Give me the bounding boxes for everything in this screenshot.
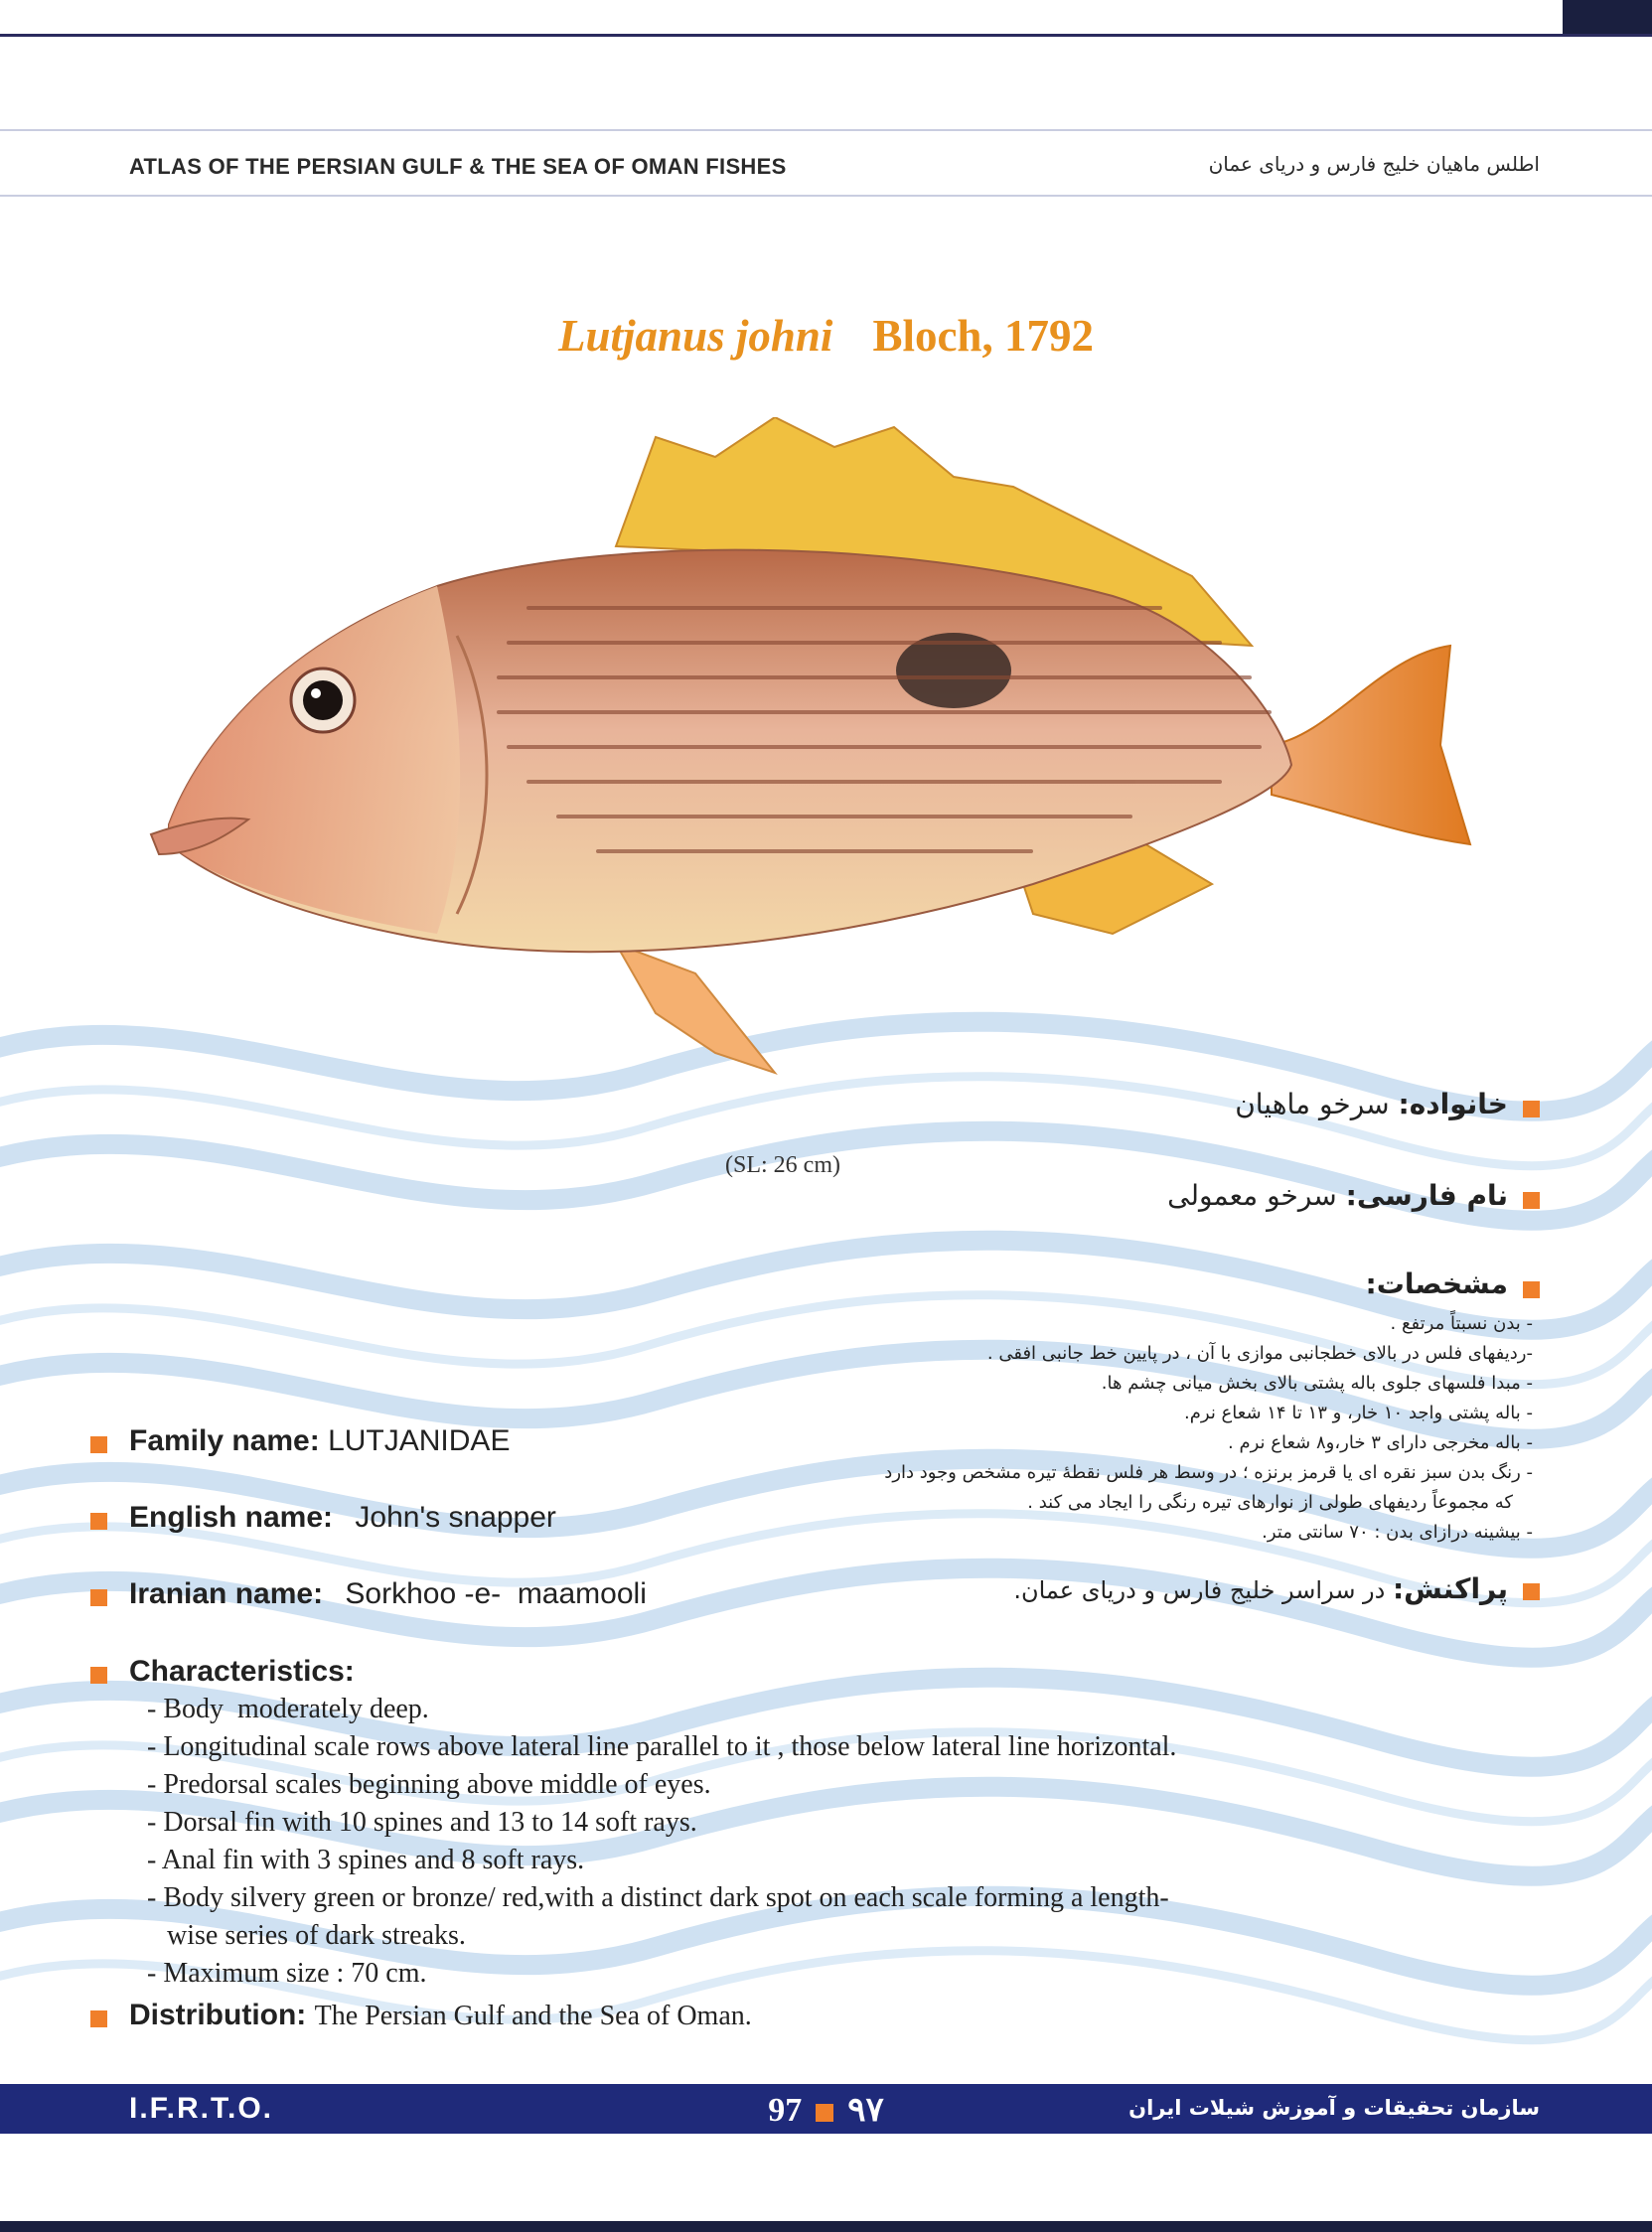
fa-characteristics-heading: [1366, 1267, 1508, 1300]
fa-characteristic-line: - باله مخرجی دارای ۳ خار،و۸ شعاع نرم .: [1228, 1432, 1533, 1453]
bullet-square: [1523, 1101, 1540, 1117]
distribution-label: Distribution:: [129, 1999, 307, 2031]
iranian-name-value: Sorkhoo -e- maamooli: [345, 1577, 647, 1610]
fa-distribution-row: [1013, 1572, 1508, 1605]
bullet-square: [90, 1436, 107, 1453]
fa-characteristics-label: مشخصات:: [1365, 1267, 1508, 1300]
family-name-label: Family name:: [129, 1424, 320, 1457]
characteristic-line: - Predorsal scales beginning above middle of eyes.: [147, 1769, 711, 1800]
family-name-row: [129, 1424, 510, 1458]
distribution-row: [129, 1999, 752, 2032]
fa-characteristic-line: - مبدا فلسهای جلوی باله پشتی بالای بخش میانی چشم ها.: [1101, 1373, 1533, 1394]
characteristic-line: - Anal fin with 3 spines and 8 soft rays.: [147, 1845, 585, 1875]
fish-illustration: [139, 417, 1520, 1093]
species-authority: Bloch, 1792: [872, 311, 1094, 361]
header-title-en: ATLAS OF THE PERSIAN GULF & THE SEA OF OMAN FISHES: [129, 154, 787, 179]
bullet-square: [1523, 1281, 1540, 1298]
page-number-fa: ۹۷: [847, 2092, 884, 2129]
characteristic-line: - Body moderately deep.: [147, 1694, 429, 1724]
bullet-square: [90, 1667, 107, 1684]
footer-bar: [0, 2084, 1652, 2134]
characteristics-label: Characteristics:: [129, 1655, 355, 1688]
species-title: [0, 310, 1652, 362]
fa-characteristic-line: که مجموعاً ردیفهای طولی از نوارهای تیره رنگی را ایجاد می کند .: [1027, 1492, 1513, 1513]
characteristic-line: - Body silvery green or bronze/ red,with a distinct dark spot on each scale forming a length-: [147, 1882, 1169, 1913]
top-corner-mark: [1563, 0, 1652, 34]
bullet-square: [1523, 1192, 1540, 1209]
fa-distribution-value: در سراسر خلیج فارس و دریای عمان.: [1013, 1576, 1386, 1604]
bullet-square: [1523, 1583, 1540, 1600]
fa-distribution-label: پراکنش:: [1392, 1572, 1508, 1605]
fa-characteristics-list: [718, 1309, 1533, 1548]
characteristic-line: - Dorsal fin with 10 spines and 13 to 14 soft rays.: [147, 1807, 697, 1838]
characteristic-line: - Longitudinal scale rows above lateral line parallel to it , those below lateral line horizontal.: [147, 1731, 1177, 1762]
bullet-square: [90, 1589, 107, 1606]
iranian-name-label: Iranian name:: [129, 1577, 324, 1610]
bottom-edge-band: [0, 2221, 1652, 2232]
top-edge-band: [0, 0, 1652, 37]
fa-characteristic-line: -ردیفهای فلس در بالای خطجانبی موازی با آن ، در پایین خط جانبی افقی .: [986, 1343, 1533, 1364]
characteristic-line: - Maximum size : 70 cm.: [147, 1958, 427, 1989]
bullet-square: [90, 2010, 107, 2027]
english-name-label: English name:: [129, 1501, 334, 1534]
fa-name-value: سرخو معمولی: [1167, 1179, 1337, 1212]
header-rule-bottom: [0, 195, 1652, 197]
header-title-fa: اطلس ماهیان خلیج فارس و دریای عمان: [1208, 152, 1540, 176]
characteristic-line: wise series of dark streaks.: [167, 1920, 466, 1951]
fa-family-value: سرخو ماهیان: [1235, 1088, 1390, 1120]
fa-characteristic-line: - بدن نسبتاً مرتفع .: [1390, 1313, 1533, 1334]
family-name-value: LUTJANIDAE: [328, 1424, 511, 1457]
specimen-size: (SL: 26 cm): [725, 1152, 840, 1178]
fa-characteristic-line: - بیشینه درازای بدن : ۷۰ سانتی متر.: [1262, 1522, 1533, 1543]
fa-name-row: [1167, 1179, 1508, 1212]
fa-characteristic-line: - رنگ بدن سبز نقره ای یا قرمز برنزه ؛ در وسط هر فلس نقطهٔ تیره مشخص وجود دارد: [884, 1462, 1533, 1483]
bullet-square: [90, 1513, 107, 1530]
characteristics-heading: [129, 1655, 355, 1689]
characteristics-list: [147, 1691, 1176, 1993]
footer-organization-abbr: I.F.R.T.O.: [129, 2092, 274, 2125]
fa-characteristic-line: - باله پشتی واجد ۱۰ خار، و ۱۳ تا ۱۴ شعاع نرم.: [1184, 1403, 1533, 1423]
fa-name-label: نام فارسی:: [1345, 1179, 1508, 1212]
english-name-row: [129, 1501, 556, 1535]
english-name-value: John's snapper: [355, 1501, 556, 1534]
page-number-separator: [816, 2104, 833, 2122]
iranian-name-row: [129, 1577, 647, 1611]
page-number-en: 97: [768, 2092, 803, 2129]
header-rule-top: [0, 129, 1652, 131]
scientific-name: Lutjanus johni: [558, 311, 833, 361]
distribution-value: The Persian Gulf and the Sea of Oman.: [314, 2001, 752, 2031]
footer-organization-fa: سازمان تحقیقات و آموزش شیلات ایران: [1128, 2096, 1540, 2120]
fa-family-label: خانواده:: [1398, 1088, 1508, 1120]
fa-family-row: [1235, 1088, 1508, 1120]
